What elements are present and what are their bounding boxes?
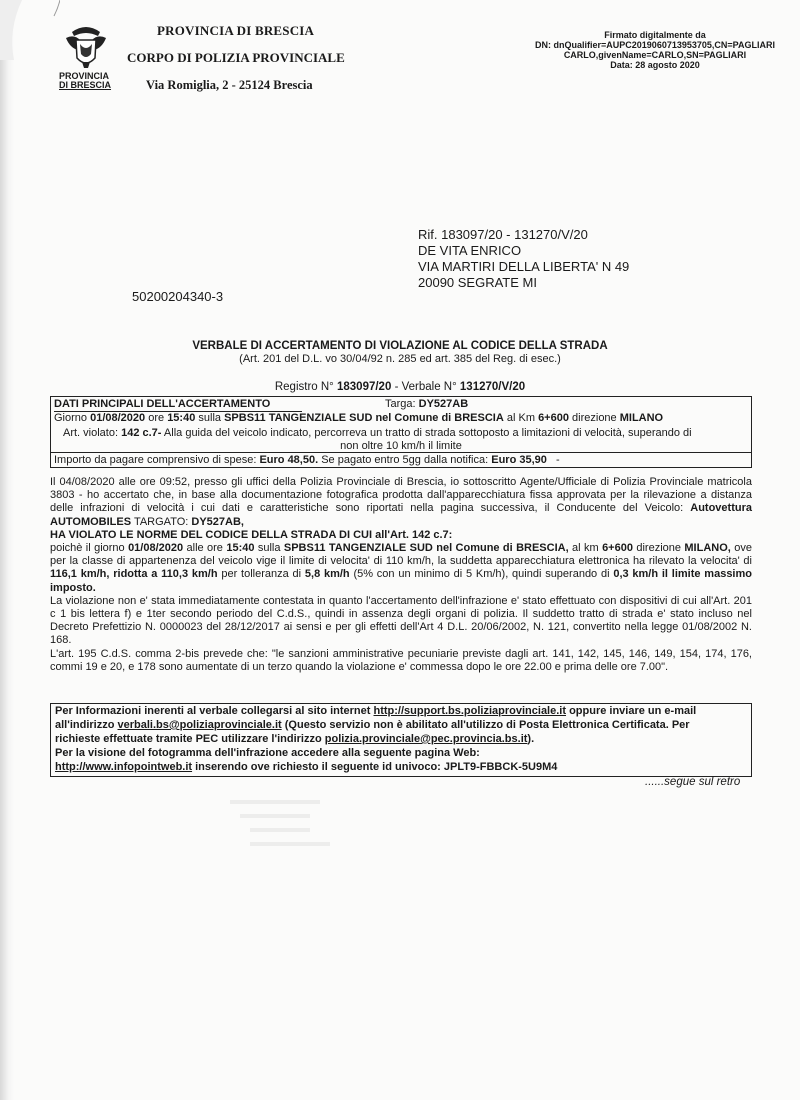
plate-row (385, 398, 468, 410)
p2-text-f: ove per la classe di appartenenza del veicolo vige il limite di velocita' di 110 km/h, la suddetta apparecchiatura elettronica ha rilevato la velocita' di (50, 542, 752, 568)
article-description: Alla guida del veicolo indicato, percorreva un tratto di strada sottoposto a limitazioni di velocità, superando di (163, 427, 692, 439)
plate-label: Targa: (385, 398, 416, 410)
report-body (50, 476, 752, 674)
p2-text-g: per tolleranza di (221, 568, 302, 581)
day-label: Giorno (54, 412, 88, 424)
p2-date: 01/08/2020 (128, 542, 184, 555)
direction-label: direzione (572, 412, 617, 424)
signature-line2: DN: dnQualifier=AUPC2019060713953705,CN=PAGLIARI (535, 40, 775, 50)
targato-label: TARGATO: (133, 515, 189, 528)
violation-date: 01/08/2020 (90, 412, 146, 424)
document-title: VERBALE DI ACCERTAMENTO DI VIOLAZIONE AL CODICE DELLA STRADA (192, 340, 608, 352)
info-line-3 (55, 733, 534, 745)
email-link[interactable]: verbali.bs@poliziaprovinciale.it (117, 719, 282, 731)
plate-value: DY527AB (418, 398, 469, 410)
info-line-2-text-b: (Questo servizio non è abilitato all'utilizzo di Posta Elettronica Certificata. Per (284, 719, 690, 731)
p2-text-e: direzione (636, 542, 681, 555)
infopoint-link[interactable]: http://www.infopointweb.it (55, 761, 193, 773)
info-line-5 (55, 761, 557, 773)
p2-text-c: sulla (257, 542, 281, 555)
p2-text-d: al km (572, 542, 599, 555)
p2-km: 6+600 (602, 542, 633, 555)
header-province: PROVINCIA DI BRESCIA (157, 23, 315, 38)
p2-text-h: (5% con un minimo di 5 Km/h), quindi superando di (353, 568, 610, 581)
header-address: Via Romiglia, 2 - 25124 Brescia (146, 78, 313, 92)
road-name: SPBS11 TANGENZIALE SUD nel Comune di BRESCIA (224, 412, 504, 424)
registro-label: Registro N° (274, 381, 334, 393)
verbale-value: 131270/V/20 (459, 381, 526, 393)
vehicle-type: Autovettura AUTOMOBILES (50, 502, 752, 528)
main-data-box (50, 396, 752, 468)
recipient-city: 20090 SEGRATE MI (418, 275, 537, 290)
registro-value: 183097/20 (336, 381, 392, 393)
km-value: 6+600 (538, 412, 569, 424)
km-label: al Km (506, 412, 535, 424)
reference-number: Rif. 183097/20 - 131270/V/20 (418, 227, 588, 242)
info-box (50, 703, 752, 777)
box-heading: DATI PRINCIPALI DELL'ACCERTAMENTO (54, 398, 302, 412)
vehicle-plate: DY527AB, (191, 515, 244, 528)
document-code: 50200204340-3 (132, 289, 224, 304)
recipient-address (418, 227, 629, 291)
recipient-street: VIA MARTIRI DELLA LIBERTA' N 49 (418, 259, 630, 274)
body-paragraph-2 (50, 542, 752, 595)
logo-caption (59, 72, 119, 90)
p2-direction: MILANO, (684, 542, 731, 555)
article-value: 142 c.7- (121, 427, 162, 439)
p2-text-b: alle ore (186, 542, 223, 555)
discount-value: Euro 35,90 (491, 454, 547, 466)
folded-corner-icon (0, 0, 60, 60)
payment-amount (54, 454, 560, 466)
body-paragraph-4: L'art. 195 C.d.S. comma 2-bis prevede che: "le sanzioni amministrative pecuniarie previste dagli art. 141, 142, 145, 146, 149, 154, 174, 176, commi 19 e 20, e 178 sono aumentate di un terzo quando la violazione e' commessa dopo le ore 22.00 e prima delle ore 7.00". (50, 647, 752, 673)
violation-statement-text: HA VIOLATO LE NORME DEL CODICE DELLA STRADA DI CUI all'Art. 142 c.7: (50, 528, 453, 541)
p2-time: 15:40 (226, 542, 255, 555)
violation-statement (50, 529, 752, 542)
signature-line4: Data: 28 agosto 2020 (610, 60, 700, 70)
header-police-corps: CORPO DI POLIZIA PROVINCIALE (127, 50, 345, 65)
article-description-continued: non oltre 10 km/h il limite (340, 440, 462, 452)
p2-road: SPBS11 TANGENZIALE SUD nel Comune di BRESCIA, (283, 542, 569, 555)
recipient-name: DE VITA ENRICO (418, 243, 522, 258)
info-line-2 (55, 719, 690, 731)
time-label: ore (148, 412, 165, 424)
article-row (63, 427, 692, 439)
info-line-1 (55, 705, 696, 717)
p2-tolerance: 5,8 km/h (304, 568, 350, 581)
info-line-1-text-a: Per Informazioni inerenti al verbale collegarsi al sito internet (55, 705, 371, 717)
p2-speed: 116,1 km/h, ridotta a 110,3 km/h (50, 568, 218, 581)
bleed-through-shadow (230, 800, 350, 860)
unique-id: JPLT9-FBBCK-5U9M4 (443, 761, 558, 773)
scan-edge-shadow (0, 0, 14, 1100)
payment-row (51, 452, 751, 467)
payment-label: Importo da pagare comprensivo di spese: (54, 454, 257, 466)
discount-label: Se pagato entro 5gg dalla notifica: (321, 454, 489, 466)
article-label: Art. violato: (63, 427, 119, 439)
body-paragraph-3: La violazione non e' stata immediatamente contestata in quanto l'accertamento dell'infrazione e' stato effettuato con dispositivi di cui all'Art. 201 c 1 bis lettera f) e 1ter secondo periodo del C.d.S., quindi in assenza degli organi di polizia. Il suddetto tratto di strada e' stato incluso nel Decreto Prefettizio N. 0000023 del 28/12/2017 ai sensi e per gli effetti dell'Art 4 D.L. 20/06/2002, N. 121, convertito nella legge 01/08/2002 N. 168. (50, 594, 752, 647)
info-line-3-text-a: richieste effettuate tramite PEC utilizzare l'indirizzo (55, 733, 322, 745)
p2-overspeed: 0,3 km/h il limite massimo imposto. (50, 568, 752, 594)
support-site-link[interactable]: http://support.bs.poliziaprovinciale.it (373, 705, 567, 717)
info-line-4: Per la visione del fotogramma dell'infrazione accedere alla seguente pagina Web: (55, 747, 480, 759)
p2-text-a: poichè il giorno (50, 542, 125, 555)
date-location-row (54, 412, 663, 424)
info-line-5-text: inserendo ove richiesto il seguente id univoco: (195, 761, 441, 773)
continue-on-back: ......segue sul retro (645, 776, 741, 788)
document-subtitle: (Art. 201 del D.L. vo 30/04/92 n. 285 ed art. 385 del Reg. di esec.) (239, 353, 561, 365)
body-intro: Il 04/08/2020 alle ore 09:52, presso gli uffici della Polizia Provinciale di Brescia, io sottoscritto Agente/Ufficiale di Polizia Provinciale matricola 3803 - ho accertato che, in base alla documentazione fotografica prodotta dall'apparecchiatura fissa approvata per la rilevazione a distanza delle infrazioni di velocità i cui dati e caratteristiche sono riportati nella pagina successiva, il Conducente del Veicolo: (50, 476, 752, 515)
logo-caption-line1: PROVINCIA (59, 71, 110, 81)
pec-email-link[interactable]: polizia.provinciale@pec.provincia.bs.it (324, 733, 528, 745)
direction-value: MILANO (619, 412, 664, 424)
digital-signature (505, 30, 800, 70)
info-line-2-text-a: all'indirizzo (55, 719, 115, 731)
registro-line (0, 381, 800, 393)
signature-line3: CARLO,givenName=CARLO,SN=PAGLIARI (563, 50, 747, 60)
logo-caption-line2: DI BRESCIA (59, 80, 112, 90)
signature-line1: Firmato digitalmente da (604, 30, 706, 40)
info-line-3-text-b: ). (527, 733, 535, 745)
violation-time: 15:40 (167, 412, 196, 424)
body-paragraph-1 (50, 476, 752, 529)
payment-value: Euro 48,50. (259, 454, 319, 466)
on-label: sulla (198, 412, 222, 424)
verbale-label: - Verbale N° (394, 381, 457, 393)
info-line-1-text-b: oppure inviare un e-mail (569, 705, 697, 717)
dash: - (555, 454, 560, 466)
